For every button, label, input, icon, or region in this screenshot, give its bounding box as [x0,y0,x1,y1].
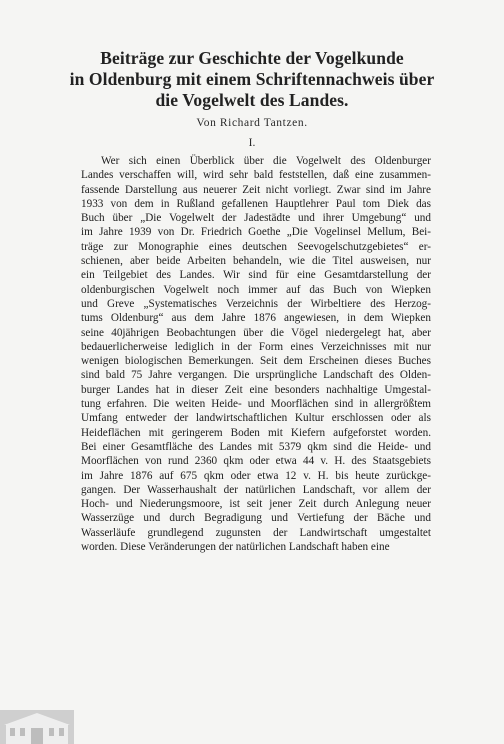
section-number: I. [248,137,256,149]
body-line: 1933 von dem in Rußland gefallenen Hauptlehrer Paul tom Diek das [81,197,431,210]
article-title [40,48,464,111]
body-line: burger Landes hat in dieser Zeit eine besonders nachhaltige Umgestal- [81,383,431,396]
body-line: seine 40jährigen Beobachtungen über die Vögel niedergelegt hat, aber [81,326,431,339]
body-line: Wasserläufe grundlegend zugunsten der Landwirtschaft umgestaltet [81,526,431,539]
body-line: Wasserzüge und durch Begradigung und Vertiefung der Bäche und [81,512,431,525]
body-line: worden. Diese Veränderungen der natürlichen Landschaft haben eine [81,541,390,554]
body-text [81,154,431,554]
body-line: gangen. Der Wasserhaushalt der natürlichen Landschaft, vor allem der [81,483,431,496]
body-line: Bei einer Gesamtfläche des Landes mit 5379 qkm sind die Heide- und [81,440,431,453]
library-building-logo [0,710,74,744]
body-line: tums Oldenburg“ aus dem Jahre 1876 angewiesen, in dem Wiepken [81,312,431,325]
body-line: Heideflächen mit geringerem Boden mit Kiefern aufgeforstet worden. [81,426,431,439]
body-line: Wer sich einen Überblick über die Vogelwelt des Oldenburger [101,155,431,167]
body-line: Moorflächen von rund 2360 qkm oder etwa 44 v. H. des Staatsgebiets [81,455,431,468]
body-line: schienen, aber beide Arbeiten behandeln, wie die Titel ausweisen, nur [81,255,431,268]
author-line: Von Richard Tantzen. [196,117,308,129]
body-line: wenigen biologischen Bemerkungen. Seit dem Erscheinen dieses Buches [81,355,431,368]
body-line: bedauerlicherweise lediglich in der Form eines Verzeichnisses mit nur [81,340,431,353]
body-line: Hoch- und Niederungsmoore, ist seit jener Zeit durch Anlegung neuer [81,498,431,511]
title-line: die Vogelwelt des Landes. [155,90,349,110]
body-line: ein Teilgebiet des Landes. Wir sind für eine Gesamtdarstellung der [81,269,431,282]
title-line: Beiträge zur Geschichte der Vogelkunde [100,48,404,68]
body-line: im Jahre 1876 auf 675 qkm oder etwa 12 v. H. bis heute zurückge- [81,469,431,482]
body-line: träge zur Monographie eines deutschen Seevogelschutzgebietes“ er- [81,240,431,253]
body-line: sind bald 75 Jahre vergangen. Die ursprüngliche Landschaft des Olden- [81,369,431,382]
title-line: in Oldenburg mit einem Schriftennachweis über [69,69,435,89]
body-line: fassende Darstellung aus neuerer Zeit nicht vorliegt. Zwar sind im Jahre [81,183,431,196]
body-line: oldenburgischen Vogelwelt noch immer auf das Buch von Wiepken [81,283,431,296]
body-line: Landes verschaffen will, wird sehr bald feststellen, daß eine zusammen- [81,169,431,182]
body-line: Umfang entweder der landwirtschaftlichen Kultur erschlossen oder als [81,412,431,425]
body-line: Buch über „Die Vogelwelt der Jadestädte und ihrer Umgebung“ und [81,212,431,225]
body-line: und Greve „Systematisches Verzeichnis der Wirbeltiere des Herzog- [81,297,431,310]
body-line: im Jahre 1939 von Dr. Friedrich Goethe „Die Vogelinsel Mellum, Bei- [81,226,431,239]
body-line: tung erfahren. Die weiten Heide- und Moorflächen sind in allergrößtem [81,398,431,411]
